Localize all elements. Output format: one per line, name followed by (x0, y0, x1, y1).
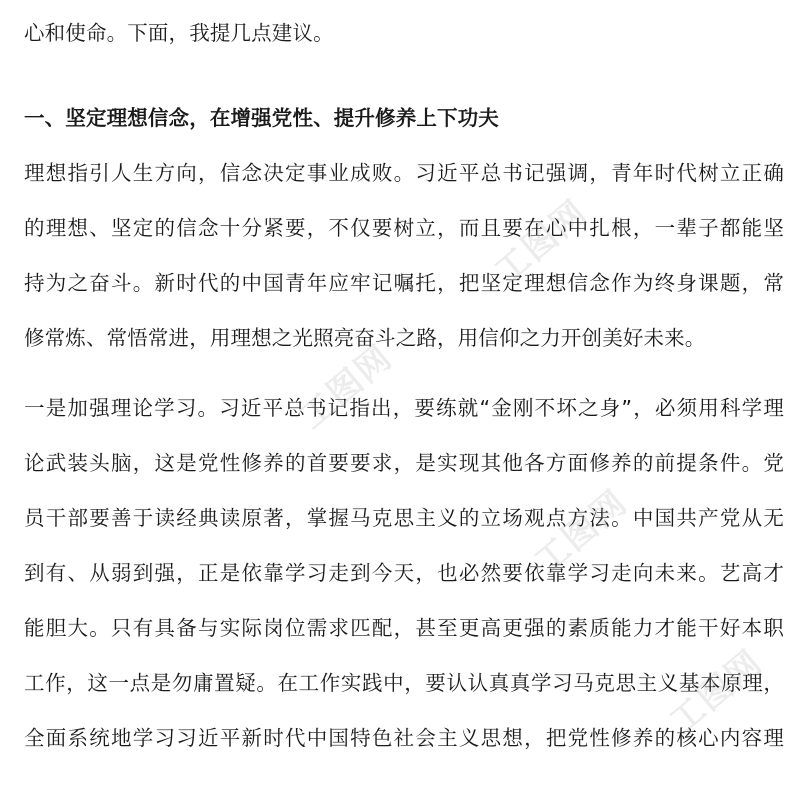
paragraph-line: 员干部要善于读经典读原著，掌握马克思主义的立场观点方法。中国共产党从无 (24, 506, 784, 530)
watermark: 工图网 (292, 337, 401, 438)
paragraph-line: 能胆大。只有具备与实际岗位需求匹配，甚至更高更强的素质能力才能干好本职 (24, 616, 784, 640)
watermark: 工图网 (527, 482, 636, 583)
paragraph-line: 理想指引人生方向，信念决定事业成败。习近平总书记强调，青年时代树立正确 (24, 161, 784, 185)
section-heading: 一、坚定理想信念，在增强党性、提升修养上下功夫 (24, 106, 499, 130)
paragraph-line: 心和使命。下面，我提几点建议。 (24, 21, 334, 45)
paragraph-line: 的理想、坚定的信念十分紧要，不仅要树立，而且要在心中扎根，一辈子都能坚 (24, 216, 784, 240)
watermark: 工图网 (487, 192, 596, 293)
paragraph-line: 持为之奋斗。新时代的中国青年应牢记嘱托，把坚定理想信念作为终身课题，常 (24, 271, 784, 295)
paragraph-line: 一是加强理论学习。习近平总书记指出，要练就“金刚不坏之身”，必须用科学理 (24, 396, 784, 420)
paragraph-line: 工作，这一点是勿庸置疑。在工作实践中，要认认真真学习马克思主义基本原理， (24, 671, 784, 695)
watermark: 工图网 (662, 642, 771, 743)
paragraph-line: 到有、从弱到强，正是依靠学习走到今天，也必然要依靠学习走向未来。艺高才 (24, 561, 784, 585)
paragraph-line: 修常炼、常悟常进，用理想之光照亮奋斗之路，用信仰之力开创美好未来。 (24, 326, 706, 350)
paragraph-line: 全面系统地学习习近平新时代中国特色社会主义思想，把党性修养的核心内容理 (24, 726, 784, 750)
paragraph-line: 论武装头脑，这是党性修养的首要要求，是实现其他各方面修养的前提条件。党 (24, 451, 784, 475)
